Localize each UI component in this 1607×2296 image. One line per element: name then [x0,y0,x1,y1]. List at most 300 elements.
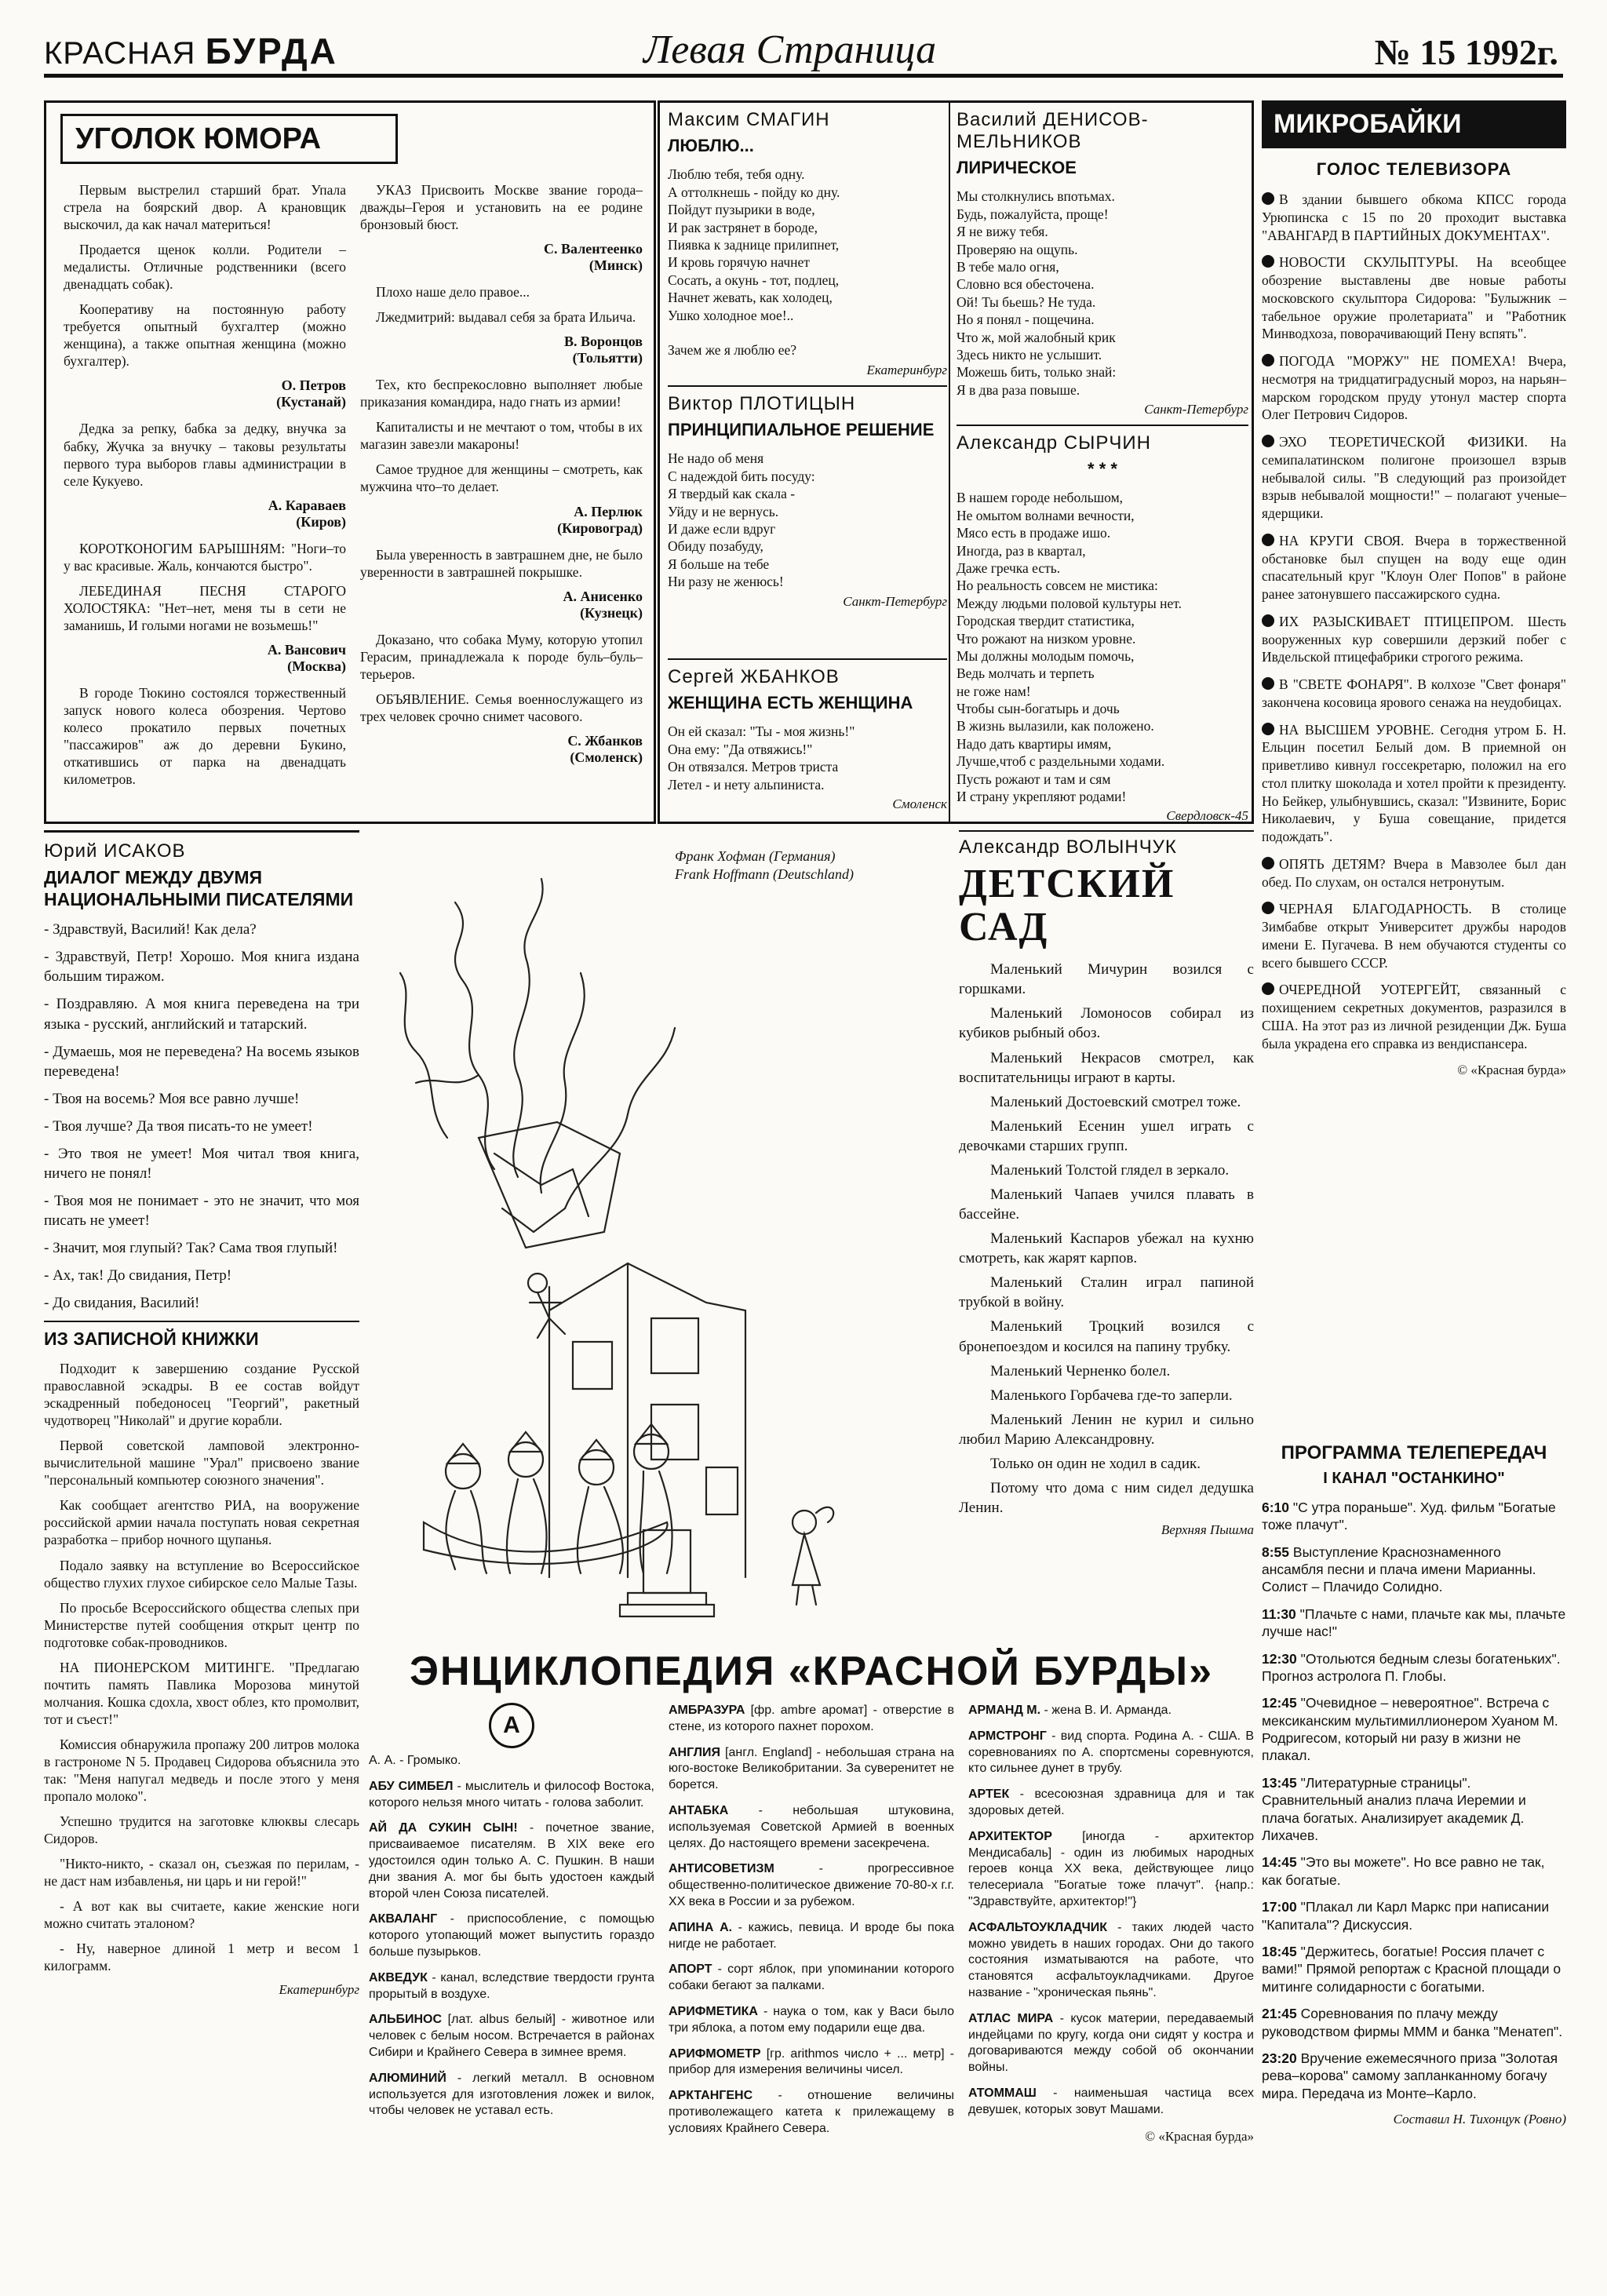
steps [620,1593,714,1616]
poem-line: Можешь бить, только знай: [957,364,1117,381]
encyclopedia-entry: АРХИТЕКТОР [иногда - архитектор Мендисабаль] - один из любимых народных героев конца XX века, действующее лицо телесериала "Богатые тоже плачут". {напр.: "Здравствуйте, архитектор!"} [968,1829,1254,1908]
humor-item: Лжедмитрий: выдавал себя за брата Ильича. [376,309,636,326]
garden-item: Маленький Достоевский смотрел тоже. [990,1093,1241,1110]
poem-line: И страну укрепляют родами! [957,789,1127,805]
poem-city: Санкт-Петербург [1144,402,1248,417]
poem-line: С надеждой бить посуду: [668,468,815,484]
microbaiki-title: МИКРОБАЙКИ [1262,100,1566,148]
poem-line: Проверяю на ощупь. [957,241,1078,257]
encyclopedia-term: АЙ ДА СУКИН СЫН! [369,1821,518,1835]
microbaika-item: НА КРУГИ СВОЯ. Вчера в торжественной обстановке был спущен на воду еще один спасательный круг "Клоун Олег Попов" в районе ранее затонувшего пассажирского судна. [1262,532,1566,602]
humor-item: Первым выстрелил старший брат. Упала стрела на боярский двор. А крановщик выскочил, да как начал материться! [64,182,346,233]
firemen-group [424,1424,672,1573]
humor-signature: А. Анисенко [563,588,643,604]
encyclopedia-term: АКВЕДУК [369,1970,428,1984]
encyclopedia-term: АКВАЛАНГ [369,1912,438,1926]
humor-signature: А. Караваев [268,497,346,513]
poem-line: Уйду и не вернусь. [668,503,779,519]
bullet-icon [1262,255,1274,268]
poem-line: И даже если вдруг [668,520,776,537]
encyclopedia-term: АРМАНД М. [968,1704,1041,1717]
poem-line: Он ей сказал: "Ты - моя жизнь!" [668,723,855,740]
encyclopedia-term: АБУ СИМБЕЛ [369,1779,454,1793]
encyclopedia-col-3 [968,1703,1254,2155]
humor-item: ЛЕБЕДИНАЯ ПЕСНЯ СТАРОГО ХОЛОСТЯКА: "Нет–нет, меня ты в сети не заманишь, И голыми ногами не возьмешь!" [64,582,346,633]
encyclopedia-term: АЛЬБИНОС [369,2013,443,2027]
poem-title: * * * [1088,459,1117,479]
garden-item: Маленький Чапаев учился плавать в бассейне. [959,1186,1254,1223]
poem-city: Екатеринбург [866,362,947,377]
humor-signature-city: (Смоленск) [570,749,643,765]
poem-line: Между людьми половой культуры нет. [957,595,1182,611]
poem-lines [957,489,1248,805]
microbaiki-list [1262,191,1566,1052]
notebook-item: Подало заявку на вступление во Всероссийское общество глухих глухое сибирское село Малые Тазы. [44,1557,359,1591]
garden-item: Маленький Ленин не курил и сильно любил Марию Александровну. [959,1411,1254,1448]
humor-item: Плохо наше дело правое... [376,284,530,301]
smoke-line [541,973,585,1193]
girl-bow [816,1507,833,1522]
humor-item: Доказано, что собака Муму, которую утопил Герасим, принадлежала к породе буль–буль–терьеров. [360,631,643,682]
notebook-item: Подходит к завершению создание Русской православной эскадры. В ее состав войдут эскадренный победоносец "Георгий", ракетный чудотворец "Николай" и другие корабли. [44,1361,359,1429]
encyclopedia-entry: АНТИСОВЕТИЗМ - прогрессивное общественно-политическое движение 70-80-х г.г. XX века в России и за рубежом. [669,1862,954,1908]
poem-line: Городская твердит статистика, [957,613,1135,629]
humor-signature: В. Воронцов [563,333,643,350]
tv-time: 14:45 [1262,1854,1297,1871]
tv-title: ПРОГРАММА ТЕЛЕПЕРЕДАЧ [1281,1442,1547,1463]
poem-line: Но реальность совсем не мистика: [957,578,1158,594]
garden-list [959,960,1254,1518]
encyclopedia-entry: АПОРТ - сорт яблок, при упоминании которого собаки бегают за палками. [669,1963,954,1993]
microbaika-item: НА ВЫСШЕМ УРОВНЕ. Сегодня утром Б. Н. Ельцин посетил Белый дом. В приемной он приветливо кивнул госсекретарю, положил на его стол плитку шоколада и хотел пройти к президенту. Но Бейкер, улыбнувшись, сказал: "Извините, Борис Николаевич, у Буша совещание, придется подождать". [1262,721,1566,844]
poem-line: И кровь горячую начнет [668,254,810,271]
garden-item: Маленького Горбачева где-то заперли. [990,1387,1233,1404]
poem-line: В нашем городе небольшом, [957,490,1124,506]
dialog-line: - Твоя моя не понимает - это не значит, что моя писать не умеет! [44,1193,359,1230]
tv-program [1262,1442,1566,2134]
poem-line: И рак застрянет в бороде, [668,219,818,235]
encyclopedia-term: АПИНА А. [669,1920,733,1934]
garden-section [959,830,1254,1544]
tv-time: 12:45 [1262,1695,1297,1711]
poem-line: В жизнь вылазили, как положено. [957,718,1154,734]
poem-title: ЖЕНЩИНА ЕСТЬ ЖЕНЩИНА [668,693,913,712]
tv-item: 13:45 "Литературные страницы". Сравнительный анализ плача Иеремии и плача богатых. Анализирует академик Д. Лихачев. [1262,1774,1526,1844]
poem-line: Надо дать квартиры имям, [957,735,1112,752]
humor-signature: А. Перлюк [574,503,643,519]
humor-signature: О. Петров [281,377,346,394]
tv-time: 11:30 [1262,1605,1296,1622]
microbaika-item: ОПЯТЬ ДЕТЯМ? Вчера в Мавзолее был дан обед. По слухам, он остался нетронутым. [1262,855,1566,890]
masthead-issue: № 15 1992г. [1374,32,1558,72]
bullet-icon [1262,435,1274,447]
humor-item: УКАЗ Присвоить Москве звание города–дважды–Героя и установить на ее родине бронзовый бюст. [360,182,643,233]
encyclopedia-entry: АНГЛИЯ [англ. England] - небольшая страна на юго-востоке Великобритании. За суверенитет не борется. [669,1745,954,1792]
door [643,1530,691,1593]
humor-signature-city: (Москва) [287,658,346,674]
garden-item: Только он один не ходил в садик. [990,1455,1201,1472]
humor-item: КОРОТКОНОГИМ БАРЫШНЯМ: "Ноги–то у вас красивые. Жаль, кончаются быстро". [64,540,346,574]
poem-line: Мы столкнулись впотьмах. [957,188,1115,205]
humor-right-column [360,181,643,775]
masthead-section: Левая Страница [643,27,937,72]
window [651,1318,698,1373]
poem-smagin [668,109,947,384]
garden-item: Маленький Троцкий возился с бронепоездом и косился на папину трубку. [959,1318,1254,1355]
poem-line: Но я понял - пощечина. [957,312,1095,328]
encyclopedia-term: АРМСТРОНГ [968,1729,1047,1743]
garden-item: Маленький Мичурин возился с горшками. [959,961,1254,998]
garden-title: ДЕТСКИЙ САД [959,862,1175,949]
bullet-icon [1262,534,1274,546]
poem-line: Мясо есть в продаже ишо. [957,525,1111,541]
encyclopedia-entry: АКВАЛАНГ - приспособление, с помощью которого утопающий может выпустить гораздо больше пузырьков. [369,1912,654,1959]
encyclopedia-term: АМБРАЗУРА [669,1704,745,1717]
poem-line: Пиявка к заднице прилипнет, [668,236,840,253]
humor-item: Самое трудное для женщины – смотреть, как мужчина что–то делает. [360,461,643,495]
smoke-line [400,973,447,1138]
microbaika-item: ЧЕРНАЯ БЛАГОДАРНОСТЬ. В столице Зимбабве открыт Университет дружбы народов имени Е. Пугачева. В нем обучаются студенты со всего бывшего СССР. [1262,901,1566,971]
bullet-icon [1262,677,1274,690]
encyclopedia-credit: © «Красная бурда» [1145,2128,1254,2144]
falling-person-head [528,1274,547,1292]
microbaika-item: ПОГОДА "МОРЖУ" НЕ ПОМЕХА! Вчера, несмотря на тридцатиградусный мороз, на нарьян–марском городском пруду утонул мастер спорта Олег Петрович Сидоров. [1262,353,1566,423]
microbaika-item: НОВОСТИ СКУЛЬПТУРЫ. На всеобщее обозрение выставлены две новые работы московского скульптора Сидорова: "Булыжник – табельное оружие пролетариата" и "Работник Минводхоза, поворачивающий Пену вспять". [1262,254,1566,342]
poem-city: Смоленск [892,796,947,811]
poem-line: Я твердый как скала - [668,486,796,502]
tv-item: 12:45 "Очевидное – невероятное". Встреча с мексиканским мультимиллионером Хуаном М. Родригесом, который ни разу в жизни не плакал. [1262,1695,1558,1764]
poem-line: Что рожают на низком уровне. [957,630,1136,647]
encyclopedia [369,1648,1254,2155]
poem-lines [668,723,947,793]
garden-item: Маленький Черненко болел. [990,1362,1171,1379]
bullet-icon [1262,857,1274,869]
encyclopedia-entry: АСФАЛЬТОУКЛАДЧИК - таких людей часто можно увидеть в наших городах. Они до такого состояния изматываются на работе, что становятся асфальтоукладчиками. Другое название - "хроническая пьянь". [968,1920,1254,1999]
humor-item: Была уверенность в завтрашнем дне, не было уверенности в завтрашней покрышке. [360,546,643,580]
poem-author: Сергей ЖБАНКОВ [668,666,840,687]
smoke-line [513,879,542,1177]
garden-item: Маленький Толстой глядел в зеркало. [990,1161,1230,1179]
encyclopedia-entry: АБУ СИМБЕЛ - мыслитель и философ Востока, которого нельзя много читать - голова заболит. [369,1779,654,1809]
notebook-item: Первой советской ламповой электронно-вычислительной машине "Урал" присвоено звание "персональный компьютер союзного значения". [44,1438,359,1489]
encyclopedia-entry: АЙ ДА СУКИН СЫН! - почетное звание, присваиваемое писателям. В XIX веке его удостоился один только А. С. Пушкин. В наши дни звания А. мог бы быть удостоен каждый второй член Союза писателей. [369,1821,654,1901]
garden-item: Маленький Сталин играл папиной трубкой в войну. [959,1274,1254,1311]
humor-item: Продается щенок колли. Родители – медалисты. Отличные родственники (всего двенадцать собак). [64,242,346,293]
masthead-logo-big: БУРДА [205,31,338,71]
humor-signature-city: (Кировоград) [557,519,643,536]
humor-signature-city: (Кустанай) [276,394,346,410]
poem-line: А оттолкнешь - пойду ко дну. [668,184,840,200]
humor-item: Дедка за репку, бабка за дедку, внучка за бабку, Жучка за внучку – таковы результаты первого тура выборов главы администрации в селе Кукуево. [64,421,346,489]
poem-line: не гоже нам! [957,683,1031,699]
poem-line: Будь, пожалуйста, проще! [957,206,1109,222]
encyclopedia-entry: АПИНА А. - кажись, певица. И вроде бы пока нигде не работает. [669,1920,954,1951]
poem-line: Ни разу не женюсь! [668,574,784,590]
notebook-item: Как сообщает агентство РИА, на вооружение российской армии начала поступать новая секретная разработка – прибор ночного щупанья. [44,1497,359,1548]
poem-denisov [957,109,1248,424]
encyclopedia-term: АТЛАС МИРА [968,2011,1054,2025]
tv-item: 11:30 "Плачьте с нами, плачьте как мы, плачьте лучше нас!" [1262,1605,1566,1640]
humor-title: УГОЛОК ЮМОРА [60,114,398,164]
bullet-icon [1262,354,1274,366]
poem-line: Пойдут пузырики в воде, [668,202,815,218]
tv-time: 13:45 [1262,1774,1297,1791]
falling-person-body [530,1292,565,1338]
poem-line: Иногда, раз в квартал, [957,542,1086,559]
burning-window [479,1122,620,1248]
poems-box [658,100,1254,824]
garden-city: Верхняя Пышма [1161,1522,1254,1538]
encyclopedia-entry: АМБРАЗУРА [фр. ambre аромат] - отверстие в стене, из которого пахнет порохом. [669,1704,954,1733]
poem-plotitsyn [668,385,947,616]
tv-item: 12:30 "Отольются бедным слезы богатеньких". Прогноз астролога П. Глобы. [1262,1650,1561,1684]
microbaiki-subtitle: ГОЛОС ТЕЛЕВИЗОРА [1316,159,1512,179]
encyclopedia-term: АПОРТ [669,1963,712,1977]
encyclopedia-col-2 [669,1703,954,2155]
tv-time: 18:45 [1262,1944,1297,1959]
poem-line: Не омытом волнами вечности, [957,507,1135,523]
poem-city: Свердловск-45 [1166,808,1248,824]
encyclopedia-term: АНГЛИЯ [669,1745,721,1759]
smoke-line [565,1028,675,1208]
dialog-author: Юрий ИСАКОВ [44,840,186,862]
tv-item: 23:20 Вручение ежемесячного приза "Золотая рева–корова" самому запланканному богачу мира. Передача из Монте–Карло. [1262,2050,1558,2101]
bullet-icon [1262,982,1274,995]
tv-item: 21:45 Соревнования по плачу между руководством фирмы МММ и банка "Менатеп". [1262,2006,1563,2039]
encyclopedia-entry: АРТЕК - всесоюзная здравница для и так здоровых детей. [968,1788,1254,1817]
poem-syrchin [957,425,1248,830]
bullet-icon [1262,723,1274,735]
notebook-item: Комиссия обнаружила пропажу 200 литров молока в гастрономе N 5. Продавец Сидорова объяснила это так: "Меня напугал медведь и после этого у меня пропало молоко". [44,1736,359,1805]
poem-line: Я не вижу тебя. [957,224,1048,240]
tv-item: 8:55 Выступление Краснознаменного ансамбля песни и плача имени Марианны. Солист – Плачидо Солидно. [1262,1543,1536,1595]
encyclopedia-term: АСФАЛЬТОУКЛАДЧИК [968,1920,1108,1934]
tv-time: 8:55 [1262,1543,1290,1560]
encyclopedia-term: АРИФМОМЕТР [669,2046,761,2061]
tv-item: 14:45 "Это вы можете". Но все равно не так, как богатые. [1262,1854,1545,1888]
encyclopedia-entry: А. А. - Громыко. [369,1754,461,1767]
tv-item: 6:10 "С утра пораньше". Худ. фильм "Богатые тоже плачут". [1262,1499,1556,1533]
cartoon-artist-de: Frank Hoffmann (Deutschland) [675,866,854,882]
masthead-rule [44,74,1563,78]
poem-line: Зачем же я люблю ее? [668,342,797,359]
encyclopedia-term: АРИФМЕТИКА [669,2004,758,2018]
bullet-icon [1262,614,1274,627]
masthead-logo-small: КРАСНАЯ [44,36,196,71]
humor-item: Кооперативу на постоянную работу требуется опытный бухгалтер (можно женщина), а также опытная женщина (можно бухгалтер). [64,301,346,370]
encyclopedia-entry: АЛЬБИНОС [лат. albus белый] - животное или человек с белым носом. Встречается в районах Сибири и Крайнего Севера в зимнее время. [369,2013,654,2059]
poem-line: Мы должны молодым помочь, [957,647,1135,664]
poem-line: Я больше на тебе [668,556,770,572]
masthead-logo [44,30,338,72]
humor-signature-city: (Минск) [589,257,643,274]
garden-item: Маленький Каспаров убежал на кухню смотреть, как жарят карпов. [959,1230,1254,1267]
encyclopedia-entry: АРИФМЕТИКА - наука о том, как у Васи было три яблока, а потом ему подарили еще два. [669,2004,954,2035]
poem-line: Он отвязался. Метров триста [668,759,839,775]
encyclopedia-term: АРХИТЕКТОР [968,1829,1052,1843]
notebook-item: - А вот как вы считаете, какие женские ноги можно считать эталоном? [44,1898,359,1932]
encyclopedia-entry: АНТАБКА - небольшая штуковина, используемая Советской Армией в военных целях. До настоящего времени засекречена. [669,1803,954,1850]
poem-city: Санкт-Петербург [843,593,947,609]
notebook-item: - Ну, наверное длиной 1 метр и весом 1 килограмм. [44,1941,359,1974]
poem-author: Виктор ПЛОТИЦЫН [668,393,856,414]
poem-line: Ой! Ты бьешь? Не туда. [957,293,1096,310]
tv-time: 17:00 [1262,1899,1297,1915]
poem-line: Сосать, а окунь - тот, подлец, [668,272,840,288]
humor-signature-city: (Киров) [296,513,346,530]
poem-line: Чтобы сын-богатырь и дочь [957,701,1120,717]
window [706,1467,738,1514]
encyclopedia-title: ЭНЦИКЛОПЕДИЯ «КРАСНОЙ БУРДЫ» [410,1649,1213,1694]
tv-time: 21:45 [1262,2006,1297,2022]
dialog-title: ДИАЛОГ МЕЖДУ ДВУМЯ НАЦИОНАЛЬНЫМИ ПИСАТЕЛЯМИ [44,867,354,909]
girl-body [793,1534,820,1605]
encyclopedia-entry: АТОММАШ - наименьшая частица всех девушек, которых зовут Машами. [968,2086,1254,2116]
dialog-line: - Ах, так! До свидания, Петр! [44,1267,232,1285]
encyclopedia-letter: А [489,1703,534,1748]
microbaiki-credit: © «Красная бурда» [1457,1062,1566,1078]
tv-channel: I КАНАЛ "ОСТАНКИНО" [1323,1469,1505,1487]
poem-line: Пусть рожают и там и сям [957,771,1111,787]
humor-signature: С. Жбанков [567,732,643,749]
bullet-icon [1262,902,1274,914]
poem-line: Словно вся обесточена. [957,276,1095,293]
microbaika-item: ЭХО ТЕОРЕТИЧЕСКОЙ ФИЗИКИ. На семипалатинском полигоне произошел взрыв небывалой силы. "В следующий раз произойдет взрыв небывалой мощности!" – полагают ученые–ядерщики. [1262,434,1566,521]
poem-line: Не надо об меня [668,450,764,467]
notebook-city: Екатеринбург [279,1982,359,1998]
microbaika-item: ОЧЕРЕДНОЙ УОТЕРГЕЙТ, связанный с похищением секретных документов, разразился в США. На этот раз из личной резиденции Дж. Буша была украдена его справка из вендиспансера. [1262,982,1566,1051]
tv-item: 18:45 "Держитесь, богатые! Россия плачет с вами!" Прямой репортаж с Красной площади о митинге солидарности с богатыми. [1262,1944,1561,1995]
encyclopedia-term: АРТЕК [968,1788,1010,1802]
smoke-line [416,1075,479,1083]
encyclopedia-term: АНТИСОВЕТИЗМ [669,1862,774,1876]
notebook-list [44,1360,359,1974]
poem-line: Ведь молчать и терпеть [957,665,1095,682]
encyclopedia-entry: АРКТАНГЕНС - отношение величины противолежащего катета к прилежащему в условиях Крайнего Севера. [669,2089,954,2135]
dialog-line: - Здравствуй, Петр! Хорошо. Моя книга издана большим тиражом. [44,949,359,986]
girl-head [793,1511,816,1534]
humor-item: В городе Тюкино состоялся торжественный запуск нового колеса обозрения. Чертово колесо прокатило первых почетных "пассажиров" аж до деревни Букино, откатившись от парка на двенадцать километров. [64,684,346,788]
microbaiki-section [1262,100,1566,1088]
dialog-line: - Здравствуй, Василий! Как дела? [44,921,257,938]
poem-title: ЛИРИЧЕСКОЕ [957,158,1077,177]
encyclopedia-col-1 [369,1703,654,2155]
dialog-lines [44,920,359,1313]
humor-box [44,100,656,824]
encyclopedia-entry: АКВЕДУК - канал, вследствие твердости грунта прорытый в воздухе. [369,1970,654,2001]
poem-line: Обиду позабуду, [668,538,763,555]
encyclopedia-term: АТОММАШ [968,2086,1037,2100]
encyclopedia-term: АЛЮМИНИЙ [369,2071,446,2085]
microbaika-item: ИХ РАЗЫСКИВАЕТ ПТИЦЕПРОМ. Шесть вооруженных кур совершили дерзкий побег с Ивдельской птицефабрики строгого режима. [1262,613,1566,665]
poem-author: Александр СЫРЧИН [957,432,1151,454]
poem-title: ПРИНЦИПИАЛЬНОЕ РЕШЕНИЕ [668,420,935,439]
poem-line: Я в два раза повыше. [957,381,1080,398]
garden-item: Маленький Есенин ушел играть с девочками старших групп. [959,1117,1254,1154]
notebook-item: По просьбе Всероссийского общества слепых при Министерстве путей сообщения открыт центр по подготовке собак-проводников. [44,1599,359,1650]
poem-line: Начнет жевать, как холодец, [668,290,833,306]
garden-item: Потому что дома с ним сидел дедушка Ленин. [959,1479,1254,1517]
encyclopedia-term: АНТАБКА [669,1803,729,1817]
poem-author: Максим СМАГИН [668,109,830,130]
dialog-section [44,830,359,2004]
notebook-item: Успешно трудится на заготовке клюквы слесарь Сидоров. [44,1813,359,1847]
dialog-line: - Твоя лучше? Да твоя писать-то не умеет! [44,1117,313,1135]
poem-line: Люблю тебя, тебя одну. [668,166,805,183]
tv-item: 17:00 "Плакал ли Карл Маркс при написании "Капитала"? Дискуссия. [1262,1899,1550,1933]
dialog-line: - Это твоя не умеет! Моя читал твоя книга, ничего не понял! [44,1145,359,1182]
notebook-item: НА ПИОНЕРСКОМ МИТИНГЕ. "Предлагаю почтить память Павлика Морозова минутой молчания. Кошка сдохла, хвост облез, кто промолвит, тот и съест!" [44,1659,359,1727]
poem-line: В тебе мало огня, [957,258,1059,275]
poem-line: Ушко холодное мое!.. [668,307,794,323]
poem-line: Лучше,чтоб с раздельными ходами. [957,753,1165,770]
tv-time: 23:20 [1262,2050,1297,2066]
poem-title: ЛЮБЛЮ... [668,136,754,155]
poem-line: Здесь никто не услышит. [957,346,1102,363]
poem-zhbankov [668,658,947,818]
encyclopedia-entry: АТЛАС МИРА - кусок материи, передаваемый индейцами по кругу, когда они сидят у костра и договариваются между собой об окончании войны. [968,2011,1254,2075]
poem-line: Она ему: "Да отвяжись!" [668,741,813,757]
humor-item: ОБЪЯВЛЕНИЕ. Семья военнослужащего из трех человек срочно снимет часового. [360,691,643,724]
bullet-icon [1262,192,1274,205]
encyclopedia-entry: АРМАНД М. - жена В. И. Арманда. [968,1704,1172,1717]
humor-signature: С. Валентеенко [544,241,643,257]
notebook-title: ИЗ ЗАПИСНОЙ КНИЖКИ [44,1328,259,1350]
garden-item: Маленький Некрасов смотрел, как воспитательницы играют в карты. [959,1049,1254,1086]
poem-author: Василий ДЕНИСОВ-МЕЛЬНИКОВ [957,109,1149,152]
tv-list [1262,1499,1566,2102]
poem-line: Летел - и нету альпиниста. [668,776,825,793]
garden-author: Александр ВОЛЫНЧУК [959,836,1177,858]
humor-signature-city: (Тольятти) [572,350,643,366]
tv-time: 12:30 [1262,1650,1297,1667]
poem-line [668,324,947,341]
encyclopedia-entry: АЛЮМИНИЙ - легкий металл. В основном используется для изготовления ложек и вилок, чтобы человек не уставал есть. [369,2071,654,2118]
dialog-line: - До свидания, Василий! [44,1295,200,1312]
humor-signature: А. Вансович [267,641,346,658]
cartoon-drawing [369,840,934,1640]
poems-divider [949,103,950,822]
encyclopedia-entry: АРМСТРОНГ - вид спорта. Родина А. - США. В соревнованиях по А. спортсмены соревнуются, кто сильнее дунет в трубу. [968,1729,1254,1776]
encyclopedia-entry: АРИФМОМЕТР [гр. arithmos число + ... метр] - прибор для измерения величины чисел. [669,2046,954,2077]
humor-signature-city: (Кузнецк) [580,604,643,621]
poem-lines [668,166,947,359]
dialog-line: - Поздравляю. А моя книга переведена на три языка - русский, английский и татарский. [44,996,359,1033]
flame [502,1208,565,1232]
garden-item: Маленький Ломоносов собирал из кубиков рыбный обоз. [959,1005,1254,1042]
poem-line: Даже гречка есть. [957,559,1061,576]
notebook-item: "Никто-никто, - сказал он, съезжая по перилам, - не даст нам избавленья, ни царь и ни герой!" [44,1856,359,1890]
microbaika-item: В "СВЕТЕ ФОНАРЯ". В колхозе "Свет фонаря" закончена косовица ярового сенажа на неудобицах. [1262,676,1566,710]
humor-left-column [64,181,346,796]
cartoon [369,840,934,1640]
poem-lines [668,450,947,590]
poem-lines [957,188,1248,399]
smoke-line [455,902,494,1169]
microbaika-item: В здании бывшего обкома КПСС города Урюпинска с 15 по 20 проходит выставка "АВАНГАРД В ПАРТИЙНЫХ ДОКУМЕНТАХ". [1262,191,1566,243]
window [573,1342,612,1389]
humor-item: Капиталисты и не мечтают о том, чтобы в их магазин завезли макароны! [360,419,643,453]
tv-credit: Составил Н. Тихонцук (Ровно) [1393,2112,1566,2127]
humor-item: Тех, кто беспрекословно выполняет любые приказания командира, надо гнать из армии! [360,377,643,410]
encyclopedia-term: АРКТАНГЕНС [669,2089,753,2103]
dialog-line: - Думаешь, моя не переведена? На восемь языков переведена! [44,1043,359,1080]
dialog-line: - Твоя на восемь? Моя все равно лучше! [44,1090,300,1107]
dialog-line: - Значит, моя глупый? Так? Сама твоя глупый! [44,1240,338,1257]
poem-line: Что ж, мой жалобный крик [957,329,1116,345]
cartoon-artist-ru: Франк Хофман (Германия) [675,848,836,864]
tv-time: 6:10 [1262,1499,1290,1515]
